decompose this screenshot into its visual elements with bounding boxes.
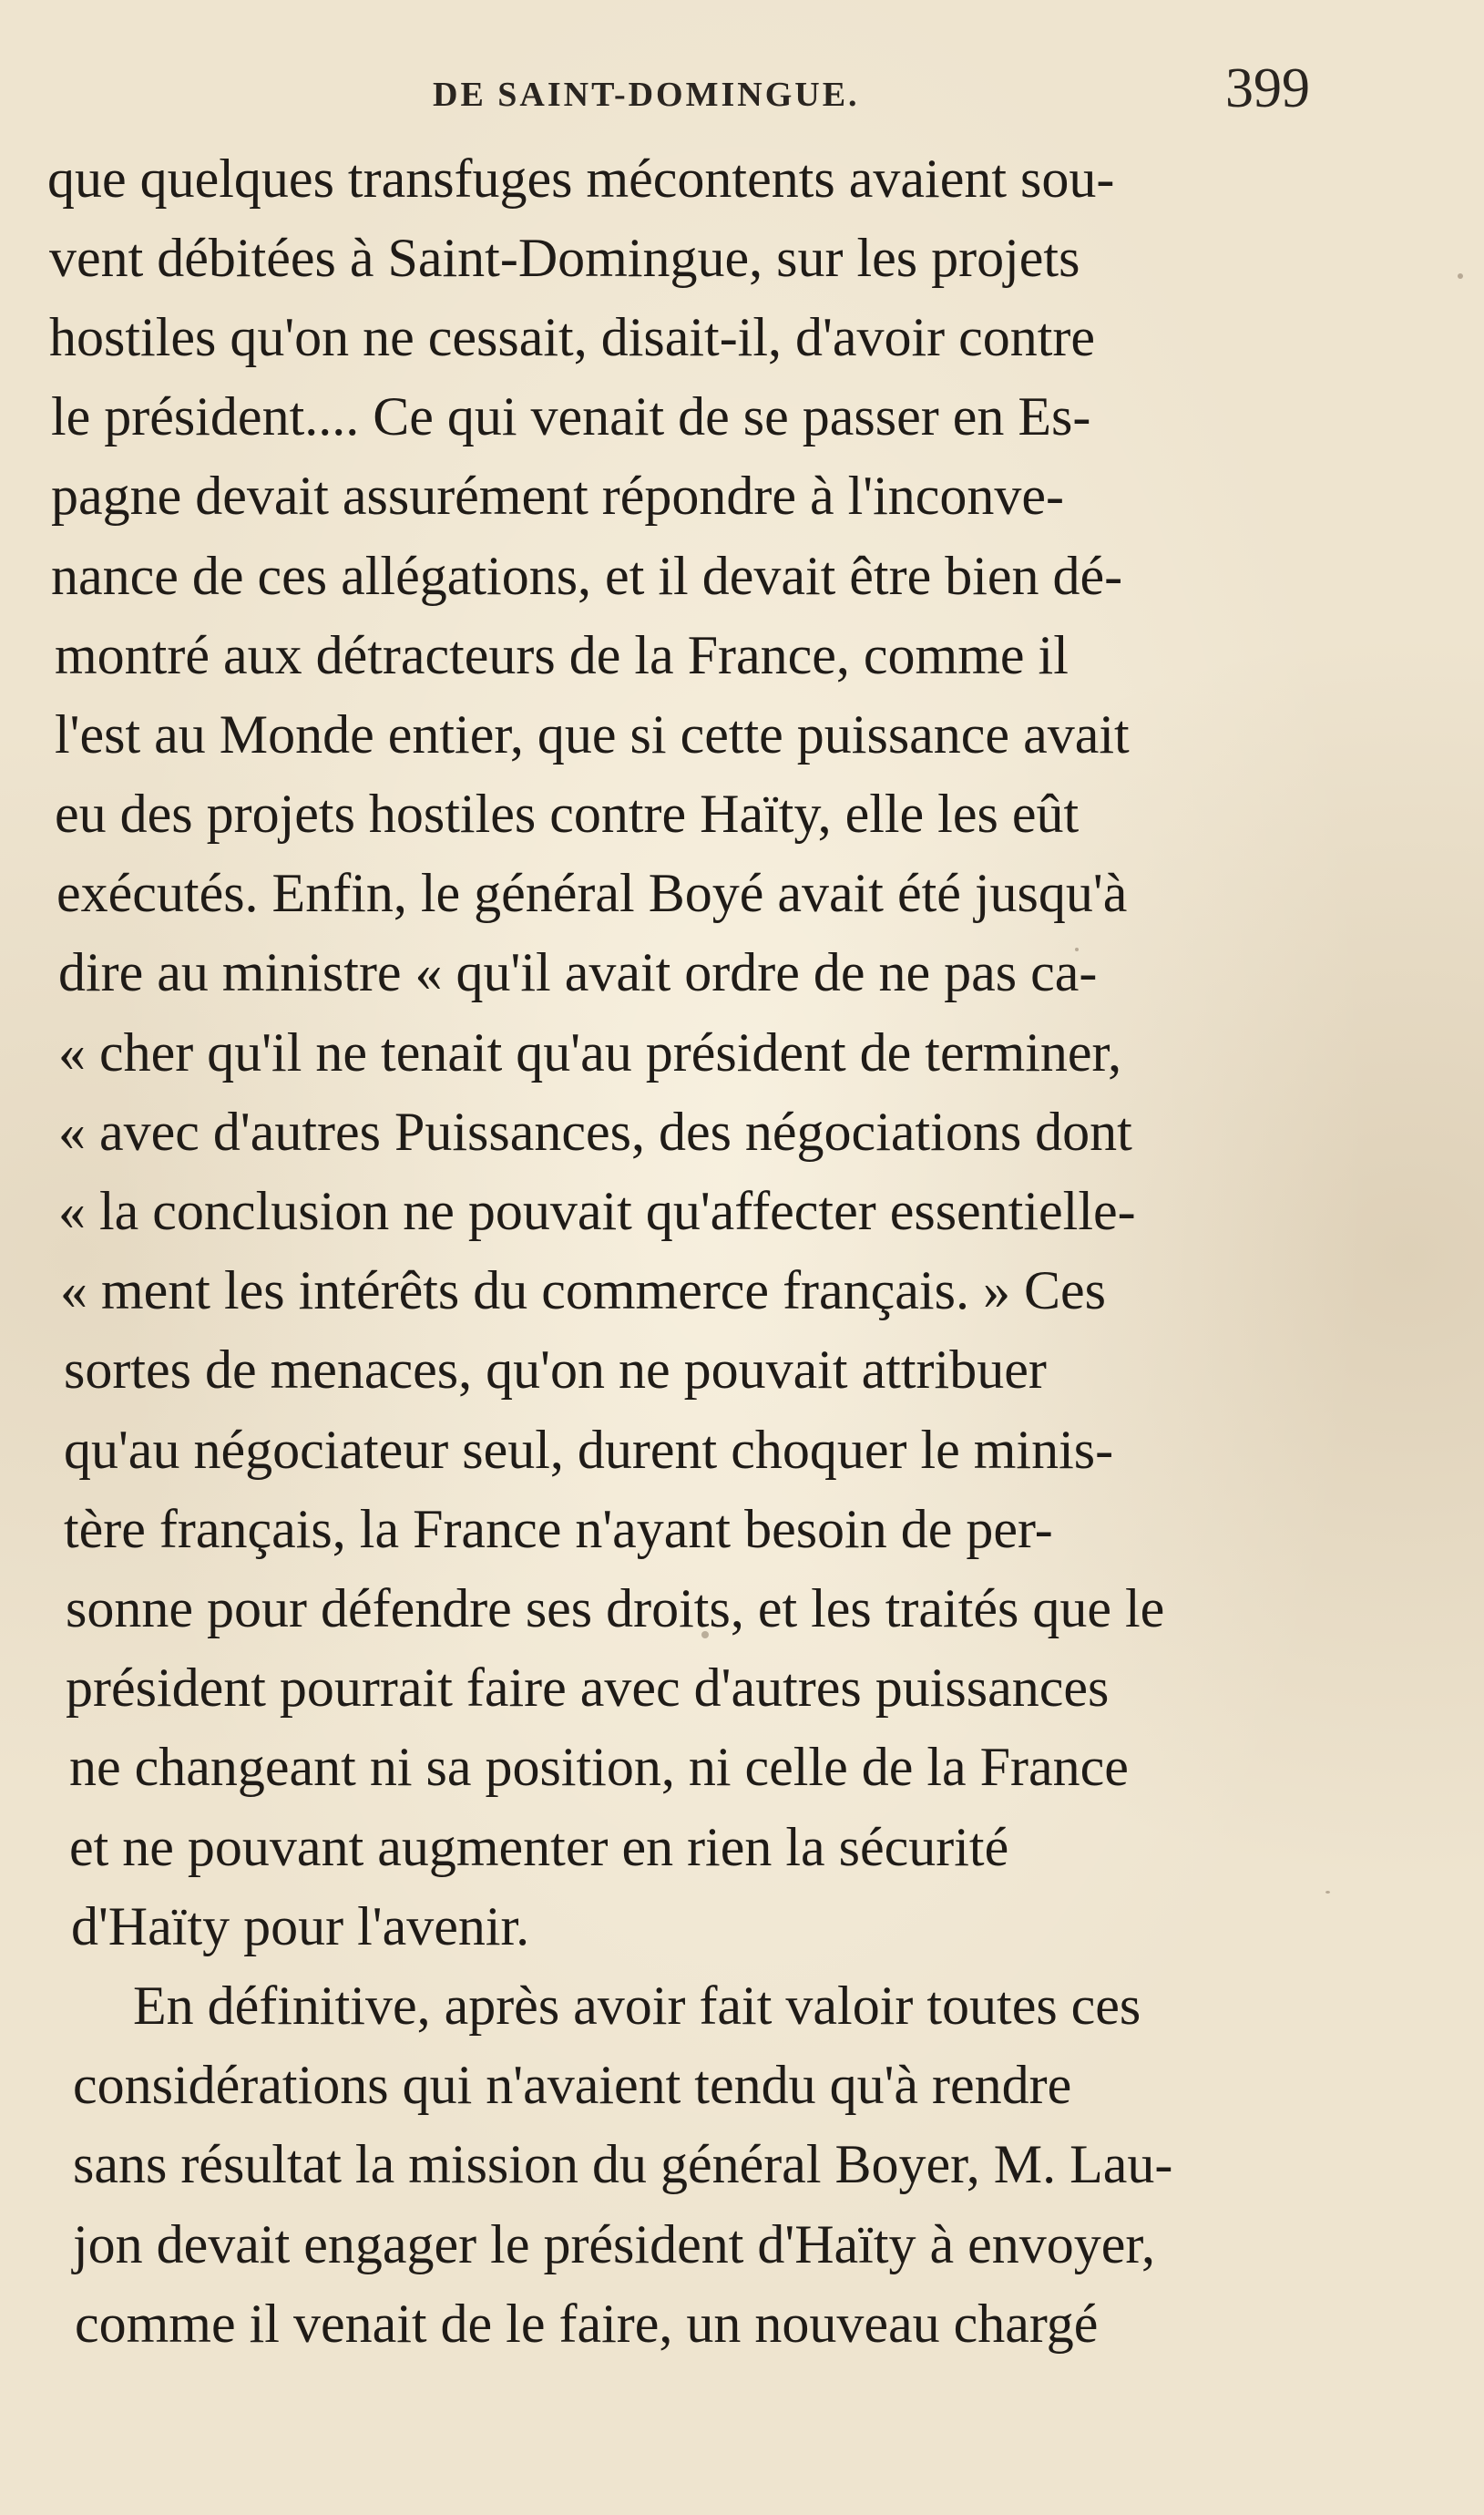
text-line: l'est au Monde entier, que si cette puissance avait [55, 704, 1130, 765]
paper-speck [701, 1631, 709, 1638]
text-line: que quelques transfuges mécontents avaient sou- [47, 149, 1115, 209]
text-line: dire au ministre « qu'il avait ordre de ne pas ca- [58, 942, 1098, 1002]
text-line: qu'au négociateur seul, durent choquer le minis- [64, 1420, 1114, 1480]
text-line: hostiles qu'on ne cessait, disait-il, d'avoir contre [49, 307, 1096, 367]
text-line: sonne pour défendre ses droits, et les traités que le [66, 1578, 1165, 1638]
text-line: pagne devait assurément répondre à l'inconve- [51, 466, 1065, 526]
paper-speck [1458, 273, 1463, 279]
text-line: « cher qu'il ne tenait qu'au président de terminer, [58, 1022, 1122, 1083]
text-line: « avec d'autres Puissances, des négociations dont [58, 1102, 1132, 1162]
text-line: jon devait engager le président d'Haïty à envoyer, [73, 2214, 1155, 2274]
running-head: DE SAINT-DOMINGUE. [433, 76, 860, 114]
text-line: eu des projets hostiles contre Haïty, elle les eût [55, 784, 1080, 844]
page-number: 399 [1225, 57, 1310, 119]
text-line: vent débitées à Saint-Domingue, sur les projets [49, 228, 1080, 288]
text-line: montré aux détracteurs de la France, comme il [55, 625, 1069, 685]
text-line: le président.... Ce qui venait de se passer en Es- [51, 386, 1091, 447]
text-line: nance de ces allégations, et il devait être bien dé- [51, 546, 1123, 606]
text-line: président pourrait faire avec d'autres puissances [66, 1658, 1110, 1718]
paper-speck [1325, 1891, 1330, 1894]
text-line: et ne pouvant augmenter en rien la sécurité [69, 1817, 1009, 1877]
text-line: comme il venait de le faire, un nouveau chargé [75, 2294, 1099, 2354]
text-line: « ment les intérêts du commerce français. » Ces [60, 1260, 1106, 1320]
text-line: sans résultat la mission du général Boyer, M. Lau- [73, 2134, 1173, 2194]
text-line: tère français, la France n'ayant besoin de per- [64, 1499, 1053, 1559]
paper-speck [1075, 948, 1079, 951]
text-line: d'Haïty pour l'avenir. [71, 1896, 530, 1956]
text-line: En définitive, après avoir fait valoir toutes ces [133, 1976, 1141, 2036]
text-line: ne changeant ni sa position, ni celle de la France [69, 1737, 1129, 1797]
text-line: sortes de menaces, qu'on ne pouvait attribuer [64, 1340, 1047, 1400]
text-line: « la conclusion ne pouvait qu'affecter essentielle- [58, 1181, 1136, 1241]
text-line: considérations qui n'avaient tendu qu'à rendre [73, 2055, 1072, 2115]
text-line: exécutés. Enfin, le général Boyé avait été jusqu'à [56, 863, 1128, 923]
